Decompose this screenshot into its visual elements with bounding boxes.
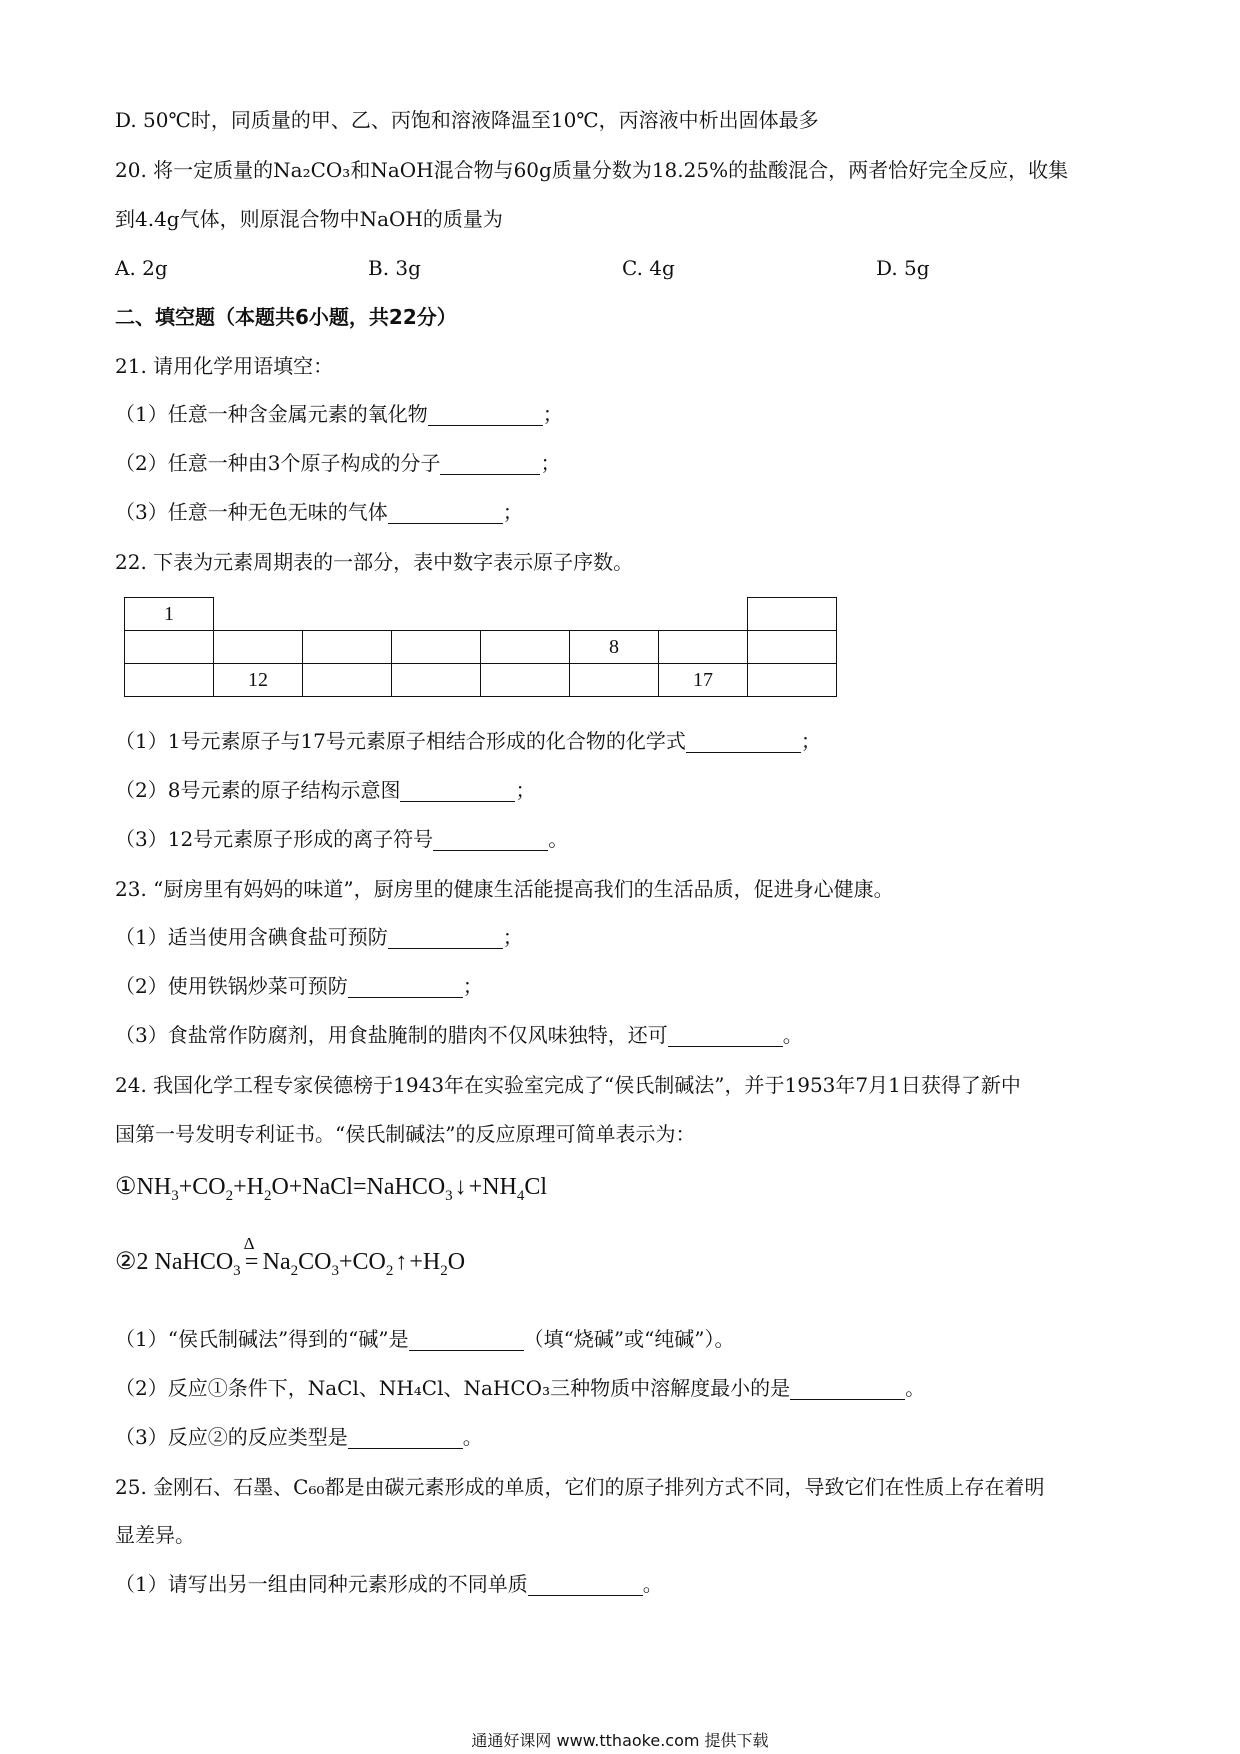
q24-part2-text: （2）反应①条件下，NaCl、NH₄Cl、NaHCO₃三种物质中溶解度最小的是 <box>115 1376 791 1400</box>
answer-blank[interactable] <box>388 928 503 949</box>
q20-option-b: B. 3g <box>368 256 421 280</box>
semicolon: ； <box>542 402 563 426</box>
q22-part2-text: （2）8号元素的原子结构示意图 <box>115 778 401 802</box>
q20-stem-line2: 到4.4g气体，则原混合物中NaOH的质量为 <box>115 207 503 231</box>
q22-part1 <box>115 729 821 753</box>
period: 。 <box>642 1572 663 1596</box>
q21-part2-text: （2）任意一种由3个原子构成的分子 <box>115 451 441 475</box>
period: 。 <box>462 1425 483 1449</box>
answer-blank[interactable] <box>790 1379 905 1400</box>
pt-cell-empty <box>748 598 837 631</box>
equation-1: $①NH_3+CO_2+H_2O+NaCl=NaHCO_3$ ↓ $+NH_4Cl$ <box>115 1174 548 1204</box>
pt-cell-mg: 12 <box>214 664 303 697</box>
answer-blank[interactable] <box>400 781 515 802</box>
equation-2: ②2 NaHCO$_3$ Δ = $Na_2CO_3+CO_2$ ↑ $+H_2O$ <box>115 1248 465 1285</box>
pt-cell-h: 1 <box>125 598 214 631</box>
period: 。 <box>905 1376 926 1400</box>
answer-blank[interactable] <box>668 1026 783 1047</box>
q24-stem-line2: 国第一号发明专利证书。“侯氏制碱法”的反应原理可简单表示为： <box>115 1122 696 1146</box>
q22-part3 <box>115 827 568 851</box>
pt-cell-o: 8 <box>570 631 659 664</box>
answer-blank[interactable] <box>348 977 463 998</box>
answer-blank[interactable] <box>428 405 543 426</box>
q23-part3-text: （3）食盐常作防腐剂，用食盐腌制的腊肉不仅风味独特，还可 <box>115 1023 668 1047</box>
q24-part3-text: （3）反应②的反应类型是 <box>115 1425 348 1449</box>
pt-cell-cl: 17 <box>659 664 748 697</box>
q24-part1-hint: （填“烧碱”或“纯碱”）。 <box>523 1327 735 1351</box>
q23-part1-text: （1）适当使用含碘食盐可预防 <box>115 925 388 949</box>
q22-part3-text: （3）12号元素原子形成的离子符号 <box>115 827 434 851</box>
q20-option-c: C. 4g <box>622 256 675 280</box>
q19-option-d: D. 50℃时，同质量的甲、乙、丙饱和溶液降温至10℃，丙溶液中析出固体最多 <box>115 108 819 132</box>
q21-stem: 21. 请用化学用语填空： <box>115 354 334 378</box>
q23-part3 <box>115 1023 803 1047</box>
periodic-table <box>124 597 837 697</box>
q20-stem-line1: 20. 将一定质量的Na₂CO₃和NaOH混合物与60g质量分数为18.25%的盐酸混合，两者恰好完全反应，收集 <box>115 158 1069 182</box>
semicolon: ； <box>800 729 821 753</box>
answer-blank[interactable] <box>348 1428 463 1449</box>
heat-condition: Δ <box>243 1234 255 1253</box>
answer-blank[interactable] <box>528 1575 643 1596</box>
q20-option-d: D. 5g <box>876 256 930 280</box>
semicolon: ； <box>515 778 536 802</box>
q21-part1 <box>115 402 563 426</box>
q25-part1-text: （1）请写出另一组由同种元素形成的不同单质 <box>115 1572 528 1596</box>
q23-part2-text: （2）使用铁锅炒菜可预防 <box>115 974 348 998</box>
q22-stem: 22. 下表为元素周期表的一部分，表中数字表示原子序数。 <box>115 550 634 574</box>
answer-blank[interactable] <box>388 503 503 524</box>
q24-part3 <box>115 1425 483 1449</box>
q21-part2 <box>115 451 560 475</box>
section-heading: 二、填空题（本题共6小题，共22分） <box>115 305 457 329</box>
q21-part1-text: （1）任意一种含金属元素的氧化物 <box>115 402 428 426</box>
q24-part1 <box>115 1327 735 1351</box>
q23-part2 <box>115 974 483 998</box>
eq2-marker: ② <box>115 1249 137 1275</box>
q25-part1 <box>115 1572 663 1596</box>
q25-stem-line1: 25. 金刚石、石墨、C₆₀都是由碳元素形成的单质，它们的原子排列方式不同，导致它们在性质上存在着明 <box>115 1475 1045 1499</box>
answer-blank[interactable] <box>686 732 801 753</box>
q23-stem: 23. “厨房里有妈妈的味道”，厨房里的健康生活能提高我们的生活品质，促进身心健康。 <box>115 877 894 901</box>
period: 。 <box>548 827 569 851</box>
q22-part1-text: （1）1号元素原子与17号元素原子相结合形成的化合物的化学式 <box>115 729 686 753</box>
q24-part1-text: （1）“侯氏制碱法”得到的“碱”是 <box>115 1327 409 1351</box>
q21-part3-text: （3）任意一种无色无味的气体 <box>115 500 388 524</box>
footer-source: 通通好课网 www.tthaoke.com 提供下载 <box>471 1731 769 1750</box>
period: 。 <box>782 1023 803 1047</box>
q24-stem-line1: 24. 我国化学工程专家侯德榜于1943年在实验室完成了“侯氏制碱法”，并于1953年7月1日获得了新中 <box>115 1073 1021 1097</box>
semicolon: ； <box>462 974 483 998</box>
answer-blank[interactable] <box>433 830 548 851</box>
semicolon: ； <box>502 925 523 949</box>
answer-blank[interactable] <box>409 1330 524 1351</box>
q25-stem-line2: 显差异。 <box>115 1523 195 1547</box>
semicolon: ； <box>540 451 561 475</box>
q22-part2 <box>115 778 535 802</box>
q20-option-a: A. 2g <box>115 256 168 280</box>
answer-blank[interactable] <box>440 454 540 475</box>
q23-part1 <box>115 925 523 949</box>
eq1-marker: ① <box>115 1174 137 1200</box>
semicolon: ； <box>502 500 523 524</box>
q24-part2 <box>115 1376 925 1400</box>
q21-part3 <box>115 500 523 524</box>
